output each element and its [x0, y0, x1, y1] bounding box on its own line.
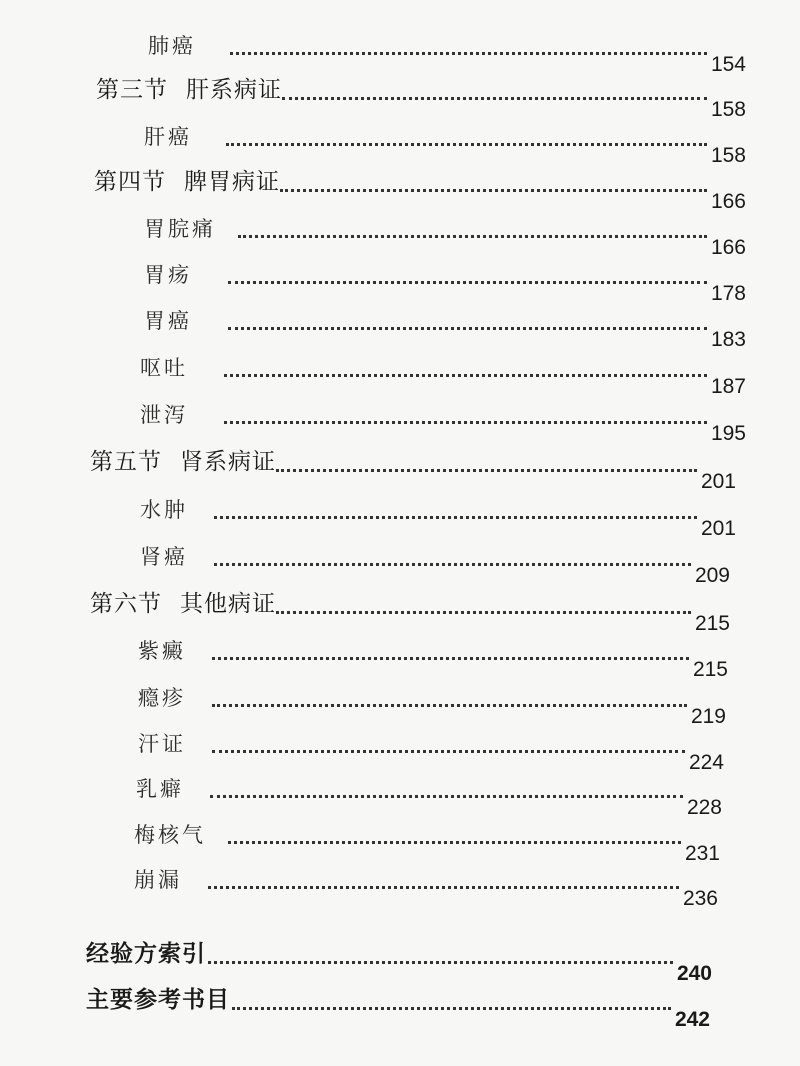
toc-entry-page: 228: [686, 796, 722, 819]
toc-entry-page: 224: [688, 751, 724, 774]
toc-entry: [144, 310, 746, 350]
leader-dots: [214, 516, 697, 519]
leader-dots: [276, 469, 697, 472]
toc-entry: [134, 824, 720, 864]
toc-section-heading: [96, 79, 282, 120]
toc-entry-title: 泄泻: [140, 403, 188, 427]
toc-entry-title: 胃脘痛: [144, 217, 216, 241]
toc-entry-page: 183: [710, 328, 746, 351]
leader-dots: [280, 189, 707, 192]
toc-entry: [134, 869, 718, 909]
toc-entry: [140, 357, 746, 397]
toc-entry-page: 209: [694, 564, 730, 587]
leader-dots: [282, 97, 707, 100]
toc-major-entry: [86, 987, 710, 1031]
toc-major-page: 240: [676, 962, 712, 985]
leader-dots: [212, 750, 685, 753]
toc-section: [96, 77, 746, 121]
leader-dots: [212, 657, 689, 660]
toc-entry: [138, 733, 724, 773]
toc-section-title: 肾系病证: [180, 449, 276, 475]
toc-section: [90, 449, 736, 493]
toc-major-page: 242: [674, 1008, 710, 1031]
toc-entry-title: 梅核气: [134, 823, 206, 847]
toc-entry-title: 胃癌: [144, 309, 192, 333]
toc-entry-page: 236: [682, 887, 718, 910]
leader-dots: [212, 704, 687, 707]
toc-entry-title: 崩漏: [134, 868, 182, 892]
leader-dots: [214, 563, 691, 566]
leader-dots: [230, 52, 707, 55]
leader-dots: [208, 886, 679, 889]
toc-section-title: 肝系病证: [186, 77, 282, 103]
toc-entry: [140, 499, 736, 539]
toc-entry-title: 紫癜: [138, 639, 186, 663]
toc-entry-title: 呕吐: [140, 356, 188, 380]
toc-entry-page: 154: [710, 53, 746, 76]
toc-entry-title: 汗证: [138, 732, 186, 756]
toc-entry: [148, 35, 746, 75]
leader-dots: [238, 235, 707, 238]
toc-entry-title: 乳癖: [136, 777, 184, 801]
toc-section-title: 脾胃病证: [184, 169, 280, 195]
toc-entry-title: 胃疡: [144, 263, 192, 287]
leader-dots: [228, 841, 681, 844]
leader-dots: [208, 961, 673, 964]
toc-entry: [138, 687, 726, 727]
toc-entry-page: 219: [690, 705, 726, 728]
toc-entry-title: 瘾疹: [138, 686, 186, 710]
toc-section-number: 第三节: [96, 77, 168, 103]
toc-entry: [144, 264, 746, 304]
toc-entry: [144, 126, 746, 166]
toc-entry-page: 166: [710, 236, 746, 259]
toc-entry-title: 肝癌: [144, 125, 192, 149]
toc-entry: [140, 404, 746, 444]
leader-dots: [224, 421, 707, 424]
toc-section-number: 第四节: [94, 169, 166, 195]
toc-section: [94, 169, 746, 213]
toc-entry: [136, 778, 722, 818]
toc-section-title: 其他病证: [180, 591, 276, 617]
toc-section-number: 第六节: [90, 591, 162, 617]
leader-dots: [276, 611, 691, 614]
leader-dots: [228, 327, 707, 330]
toc-section: [90, 591, 730, 635]
leader-dots: [232, 1007, 671, 1010]
toc-major-title: 主要参考书目: [86, 987, 230, 1013]
toc-entry-page: 195: [710, 422, 746, 445]
toc-major-title: 经验方索引: [86, 941, 206, 967]
leader-dots: [228, 281, 707, 284]
toc-entry-page: 158: [710, 144, 746, 167]
toc-entry-page: 201: [700, 517, 736, 540]
toc-section-page: 201: [700, 470, 736, 493]
toc-section-page: 166: [710, 190, 746, 213]
leader-dots: [224, 374, 707, 377]
toc-section-page: 215: [694, 612, 730, 635]
toc-entry: [144, 218, 746, 258]
toc-entry-page: 187: [710, 375, 746, 398]
leader-dots: [226, 143, 707, 146]
toc-entry-title: 肺癌: [148, 34, 196, 58]
toc-section-number: 第五节: [90, 449, 162, 475]
toc-major-entry: [86, 941, 712, 985]
toc-entry-page: 231: [684, 842, 720, 865]
toc-section-page: 158: [710, 98, 746, 121]
toc-entry-title: 水肿: [140, 498, 188, 522]
toc-entry-page: 215: [692, 658, 728, 681]
toc-entry-title: 肾癌: [140, 545, 188, 569]
toc-entry-page: 178: [710, 282, 746, 305]
toc-entry: [140, 546, 730, 586]
toc-section-heading: [90, 593, 276, 634]
toc-entry: [138, 640, 728, 680]
toc-section-heading: [94, 171, 280, 212]
leader-dots: [210, 795, 683, 798]
toc-section-heading: [90, 451, 276, 492]
